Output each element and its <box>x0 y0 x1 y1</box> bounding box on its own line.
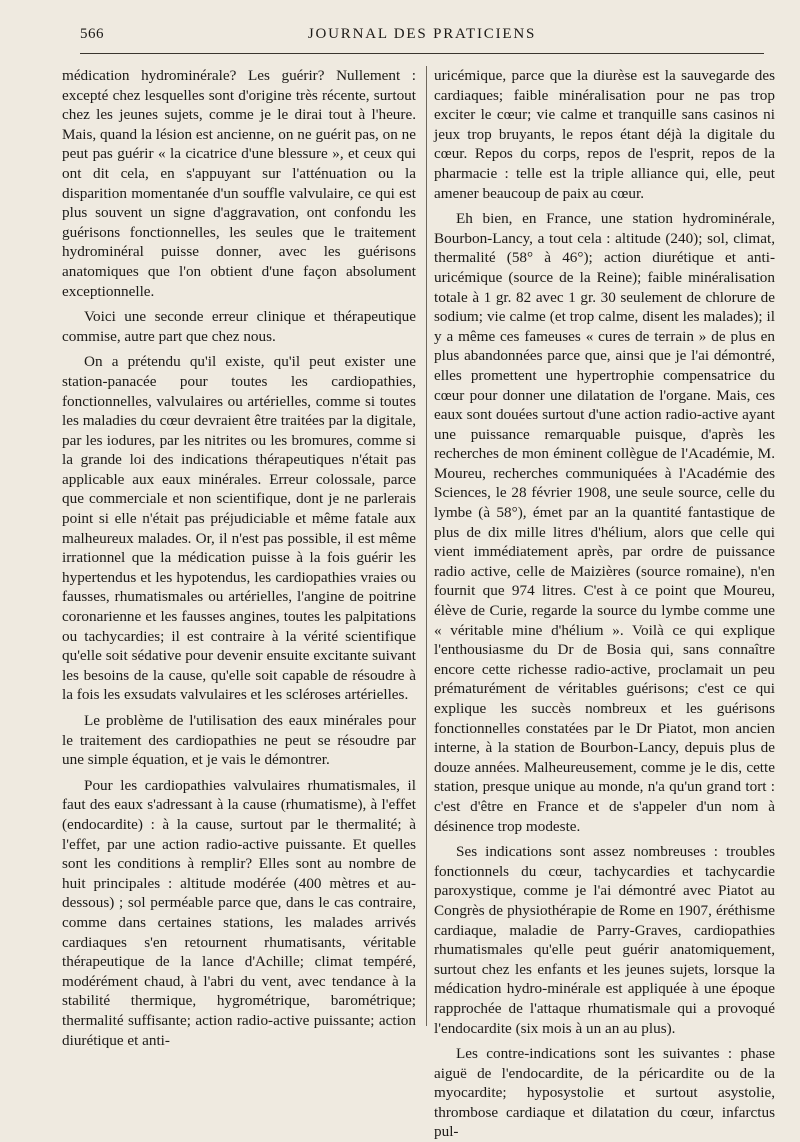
paragraph: uricémique, parce que la diurèse est la sauvegarde des cardiaques; faible minéralisation pour ne pas trop exciter le cœur; vie calme et tranquille sans casinos ni jeux trop bruyants, le repos étant déjà la digitale du cœur. Repos du corps, repos de l'esprit, repos de la pharmacie : telle est la triple alliance qui, elle, peut amener beaucoup de paix au cœur. <box>434 67 775 202</box>
header-rule <box>80 53 764 54</box>
text-columns <box>62 66 775 1141</box>
paragraph: Le problème de l'utilisation des eaux minérales pour le traitement des cardiopathies ne peut se résoudre par une simple équation, et je vais le démontrer. <box>62 712 416 769</box>
right-column <box>434 66 775 1141</box>
paragraph: Eh bien, en France, une station hydrominérale, Bourbon-Lancy, a tout cela : altitude (240); sol, climat, thermalité (58° à 46°); action diurétique et anti-uricémique (source de la Reine); faible minéralisation totale à 1 gr. 82 avec 1 gr. 30 seulement de chlorure de sodium; vie calme (et trop calme, disent les malades); il y a même ces fameuses « cures de terrain » de plus en plus abandonnées parce que, ainsi que je l'ai démontré, elles promettent une hypertrophie compensatrice du cœur pour donner une dilatation de l'organe. Mais, ces eaux sont douées surtout d'une action radio-active ayant une puissance remarquable puisque, d'après les recherches de mon éminent collègue de l'Académie, M. Moureu, recherches communiquées à l'Académie des Sciences, le 28 février 1908, une seule source, celle du lymbe (à 58°), émet par an la quantité fantastique de plus de dix mille litres d'hélium, alors que celle qui vient immédiatement après, par ordre de puissance radio active, celle de Maizières (source romaine), n'en fournit que 974 litres. C'est à ce point que Moureu, élève de Curie, regarde la source du lymbe comme une « véritable mine d'hélium ». Voilà ce qui explique l'enthousiasme du Dr de Bosia qui, sans connaître encore cette richesse radio-active, proclamait un peu prématurément de véritables guérisons; c'est ce qui explique les succès nombreux et les guérisons fonctionnelles constatées par le Dr Piatot, mon ancien interne, à la station de Bourbon-Lancy, depuis plus de douze années. Malheureusement, comme je le dis, cette station, presque unique au monde, n'a qu'un grand tort : c'est d'être en France et de s'appeler d'un nom à désinence trop modeste. <box>434 210 775 835</box>
left-column <box>62 66 416 1049</box>
page-number: 566 <box>80 26 104 42</box>
paragraph: Ses indications sont assez nombreuses : troubles fonctionnels du cœur, tachycardies et tachycardie paroxystique, comme je l'ai démontré avec Piatot au Congrès de physiothérapie de Rome en 1907, éréthisme cardiaque, maladie de Parry-Graves, cardiopathies rhumatismales qu'elle peut guérir anatomiquement, surtout chez les enfants et les jeunes sujets, lorsque la médication hydro-minérale est appliquée à une époque rapprochée de l'attaque rhumatismale qui a provoqué l'endocardite (six mois à un an au plus). <box>434 843 775 1037</box>
paragraph: Les contre-indications sont les suivantes : phase aiguë de l'endocardite, de la péricardite ou de la myocardite; hyposystolie et surtout asystolie, thrombose cardiaque et dilatation du cœur, infarctus pul- <box>434 1045 775 1141</box>
paragraph: Pour les cardiopathies valvulaires rhumatismales, il faut des eaux s'adressant à la cause (rhumatisme), à l'effet (endocardite) : à la cause, surtout par le thermalité; à l'effet, par une action radio-active puissante. Et quelles sont les conditions à remplir? Elles sont au nombre de huit principales : altitude modérée (400 mètres et au-dessous) ; sol perméable parce que, dans le cas contraire, comme dans certaines stations, les malades arrivés cardiaques s'en retournent rhumatisants, véritable thérapeutique de la lance d'Achille; climat tempéré, modérément chaud, à l'abri du vent, avec tendance à la stabilité thermique, hygrométrique, barométrique; thermalité suffisante; action radio-active puissante; action diurétique et anti- <box>62 776 416 1049</box>
running-title: JOURNAL DES PRATICIENS <box>307 26 537 42</box>
paragraph: Voici une seconde erreur clinique et thérapeutique commise, autre part que chez nous. <box>62 308 416 345</box>
paragraph: médication hydrominérale? Les guérir? Nullement : excepté chez lesquelles sont d'origine très récente, surtout chez les jeunes sujets, comme je le dirai tout à l'heure. Mais, quand la lésion est ancienne, on ne guérit pas, on ne peut pas guérir « la cicatrice d'une blessure », et ceux qui ont dit cela, en s'appuyant sur l'atténuation ou la disparition momentanée d'un souffle valvulaire, ce qui est plus souvent un signe d'aggravation, ont confondu les guérisons fonctionnelles, les seules que le traitement hydrominéral puisse donner, avec les guérisons anatomiques que l'on obtient d'une façon absolument exceptionnelle. <box>62 67 416 300</box>
paragraph: On a prétendu qu'il existe, qu'il peut exister une station-panacée pour toutes les cardiopathies, fonctionnelles, valvulaires ou artérielles, comme si toutes les maladies du cœur devraient être traitées par la digitale, par les iodures, par les nitrites ou les bromures, comme si la grande loi des indications thérapeutiques n'était pas applicable aux eaux minérales. Erreur colossale, parce que commerciale et non scientifique, dont je ne parlerais point si elle n'était pas préjudiciable et même fatale aux malheureux malades. Or, il n'est pas possible, il est même irrationnel que la médication puisse à la fois guérir les hypertendus et les hypotendus, les cardiopathies vraies ou fausses, rhumatismales ou artérielles, l'angine de poitrine coronarienne et les fausses angines, toutes les palpitations ou tachycardies; il est contraire à la vérité scientifique qu'elle soit sédative pour devenir ensuite excitante suivant les besoins de la cause, qu'elle soit capable de résoudre à la fois les exsudats valvulaires et les scléroses artérielles. <box>62 353 416 704</box>
page-header <box>80 20 764 48</box>
